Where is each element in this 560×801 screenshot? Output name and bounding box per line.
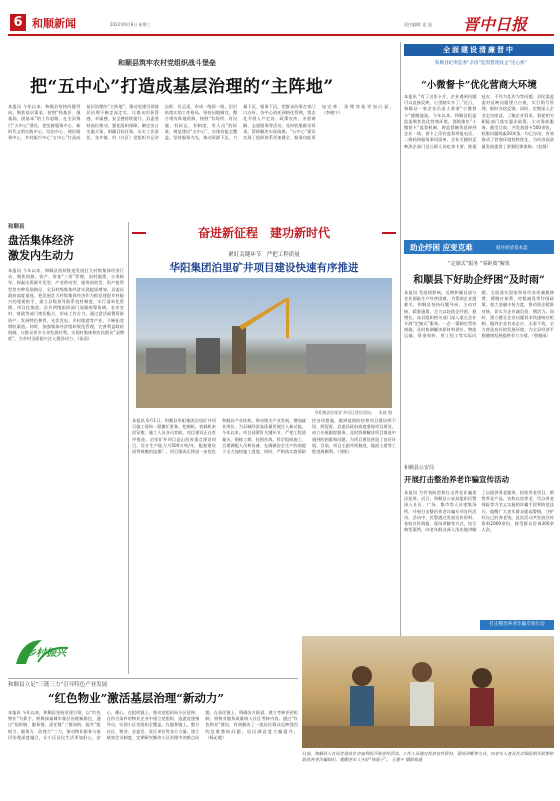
- masthead-logo: 晋中日报: [463, 15, 528, 34]
- relief-banner-sub: 稳住经济基本盘: [496, 246, 528, 251]
- left-headline: 盘活集体经济 激发内生动力: [8, 234, 74, 262]
- center-body: 本报讯 6月1日，和顺县华阳集团泊里矿井项目施工现场一派繁忙景象，挖掘机、装载机来回穿梭，施工人员各司其职，项目建设正在有序推进。泊里矿井项目是山西省重点建设项目，设计生产能力为500万吨/年，配套建设同等规模的选煤厂。项目建成后将进一步优化和顺县产业结构，带动相关产业发展，增加就业岗位，为县域经济高质量发展注入新动能。今年以来，项目部紧盯关键环节，严把工程质量关，倒排工期、挂图作战，科学组织施工，合理调配人员和设备，在确保安全生产的前提下全力加快施工进度。同时，严格落实疫情防控各项措施，做到疫情防控和项目建设两不误、两促进。县委县政府高度重视项目建设，成立专班跟踪服务，及时协调解决项目推进中遇到的困难和问题，为项目建设营造了良好环境。目前，项目主副井筒掘进、地面土建等工程进展顺利。（刘凯）: [132, 418, 396, 455]
- center-kicker: 紧盯关键环节 严把工程质量: [228, 252, 300, 258]
- right-top-story: [404, 44, 554, 240]
- rural-revitalization-logo: [8, 634, 82, 670]
- people-illustration: [302, 636, 554, 748]
- right-lower-body: 本报讯 为有效防范和打击养老诈骗违法犯罪，近日，和顺县公安局组织民警深入社区、广场、集市等人员密集场所，开展打击整治养老诈骗专项宣传活动。活动中，民警通过发放宣传资料、张贴宣传海报、现场讲解等方式，结合典型案例，向老年群众深入浅出地讲解了以提供养老服务、投资养老项目、销售养老产品、宣称以房养老、代办养老保险等为名义实施的诈骗手段和防范技巧，提醒广大老年群众提高警惕，守护好自己的养老钱。此次活动共发放宣传资料2000余份，接受群众咨询300余人次。: [404, 490, 554, 533]
- right-middle-story: [404, 240, 554, 462]
- center-story: [132, 250, 396, 674]
- relief-banner-title: 助企纾困 应变克难: [410, 243, 473, 252]
- center-photo-caption: 华阳集团泊里矿井项目建设现场。 张斌 摄: [314, 410, 392, 415]
- welfare-photo-block: [302, 636, 554, 796]
- bottom-body: 本报讯 今年以来，和顺县坚持党建引领，以“红色物业”为抓手，积极探索城市基层治理新路径，通过“组织链、服务链、责任链”三链同构，提升“组织力、服务力、治理力”三力，推动物业服务与基层治理深度融合，让小区居民生活更加舒心、安心、暖心。在组织链上，推动党组织向小区延伸，在符合条件的物业企业中建立党组织，选派党建指导员，实现小区党组织全覆盖。在服务链上，整合社区、物业、业委会、驻区单位等各方力量，建立联席会议制度，定期研究解决小区治理中的难点问题。在责任链上，明确各方职责，建立考核评价机制，将物业服务质量纳入社区考核内容。通过“红色物业”建设，有效解决了一批居民群众反映强烈的急难愁盼问题，居民满意度大幅提升。（杨沁媛）: [8, 710, 298, 740]
- left-body: 本报讯 今年以来，和顺县持续推进发展壮大村级集体经济行动，聚焦资源、资产、资金“三资”管理，因村施策、分类指导，探索出资源开发型、产业带动型、服务创收型、资产租赁型等多种发展路径，全县村级集体经济实现提质增效。县委县政府高度重视，把发展壮大村级集体经济作为抓党建促乡村振兴的重要抓手，建立县级领导联系包村制度，实行清单化管理、项目化推进。县乡两级组织部门加强统筹协调，农业农村、财政等部门密切配合，形成工作合力。通过盘活闲置资源资产、发展特色种养、光伏发电、乡村旅游等产业，不断拓宽增收渠道。同时，加强集体经济组织规范管理，完善利益联结机制，让群众更多分享发展红利，实现村集体和农民群众“双增收”，为乡村全面振兴注入强劲动力。（苗雨）: [8, 268, 124, 342]
- rural-logo-text: 乡村振兴: [26, 648, 66, 659]
- center-headline: 华阳集团泊里矿井项目建设快速有序推进: [169, 262, 359, 274]
- right-top-headline: “小微督卡”优化营商大环境: [421, 80, 537, 91]
- clean-jinzhong-banner: 全面建设清廉晋中: [404, 44, 554, 56]
- anti-fraud-banner: 打击整治养老诈骗专项行动: [480, 620, 554, 630]
- right-middle-kicker: “定制式”服务 “零距离”解忧: [448, 261, 510, 267]
- bottom-rule: [8, 678, 298, 679]
- banner-rule-right: [382, 232, 396, 234]
- col-divider-right: [400, 42, 401, 722]
- left-kicker: 和顺县: [8, 224, 25, 230]
- bottom-kicker: 和顺县立足“三链三力”引导特色产业发展: [8, 682, 108, 688]
- right-lower-headline: 开展打击整治养老诈骗宣传活动: [404, 475, 509, 484]
- left-column-story: [8, 222, 124, 674]
- mine-construction-photo: [136, 278, 392, 408]
- main-headline: 把“五中心”打造成基层治理的“主阵地”: [30, 77, 334, 97]
- section-title: 和顺新闻: [32, 17, 76, 30]
- right-top-kicker: 和顺县纪委监委“亲清”监督搭建政企“连心桥”: [434, 61, 528, 66]
- main-body: 本报讯 今年以来，和顺县坚持问题导向，聚焦基层需求，按照“抓基层、强基础、固基本”的工作思路，在全县推行“五中心”建设，把党群服务中心、新时代文明实践中心、综治中心、便民服务中心、乡村振兴中心“五中心”打造成基层治理的“主阵地”，推动党建引领基层治理不断走深走实，让群众的获得感、幸福感、安全感持续提升。县委坚持高位推动，强化组织保障，制定出台实施方案，明确目标任务，压实工作责任。各乡镇、村（社区）党组织书记亲自抓、负总责，形成一级抓一级、层层抓落实的工作格局。坚持因地制宜，整合现有阵地资源，按照“有场所、有设施、有标志、有制度、有人员”的标准，规范建设“五中心”，实现功能全覆盖。坚持服务为先，推动资源下沉、力量下沉、服务下沉，把群众的事在家门口办好。各中心依托网格化管理，常态化开展入户走访、政策宣传、矛盾调解、志愿服务等活动，及时收集群众诉求，帮助解决实际困难。“五中心”建设实现了组织体系更加健全、服务功能更加完善、治理效能更加凸显。（李晓宁）: [8, 104, 394, 141]
- section-banner: [132, 224, 396, 242]
- main-kicker: 和顺县筑牢农村党组织战斗堡垒: [118, 59, 216, 67]
- construction-site-illustration: [136, 278, 392, 408]
- right-lower-kicker: 和顺县公安局: [404, 465, 435, 471]
- relief-banner: [404, 240, 554, 254]
- main-story: [8, 56, 396, 218]
- banner-title: 奋进新征程 建功新时代: [197, 226, 330, 240]
- page-number: 6: [10, 14, 26, 31]
- header-rule: [8, 34, 554, 36]
- welfare-photo-caption: 日前，和顺县人社局走进县社会福利院开展宣传活动。工作人员通过发放宣传资料、现场讲解等方式，向老年人普及社会保险相关政策和防范养老诈骗知识，提醒老年人守好“钱袋子”。 王建平 摄影报道: [302, 751, 554, 762]
- editor-credit: 责任编辑: 范 旭: [404, 22, 432, 27]
- right-middle-headline: 和顺县下好助企纾困“及时雨”: [413, 275, 545, 286]
- bottom-story: [8, 680, 298, 800]
- right-middle-body: 本报讯 受疫情影响，近期和顺县部分企业面临生产经营困难。为帮助企业渡难关，和顺县坚持问题导向，主动对接、精准施策，全力以赴助企纾困、稳增长。该县组织相关部门深入重点企业开展“定制式”服务，一企一策制定帮扶措施，及时协调解决原材料供应、物流运输、资金周转、用工招工等实际问题。全面落实国家和省市各项减税降费、缓缴社保费、房租减免等纾困政策，加大金融支持力度，推动银企精准对接，切实为企业减负担、增活力。同时，建立健全企业问题诉求快速响应机制，做到企业有求必应、无事不扰，全力营造良好的发展环境，为全县经济平稳健康发展提供有力支撑。（曾晓丽）: [404, 290, 554, 339]
- issue-date: 2022年6月8日 星期三: [110, 22, 151, 27]
- page-header: [0, 0, 560, 40]
- bottom-headline: “红色物业”激活基层治理“新动力”: [48, 691, 224, 705]
- col-divider-left: [128, 222, 129, 674]
- right-lower-story: [404, 462, 554, 632]
- banner-rule-left: [132, 232, 146, 234]
- right-top-body: 本报讯 “有了这张卡片，企业遇到问题可以直接反映，心里踏实多了。”近日，和顺县一家企业负责人拿着“小微督卡”感慨地说。今年以来，和顺县纪委监委聚焦优化营商环境，创新推出“小微督卡”监督机制，将监督触角延伸到企业一线。督卡上印有监督举报电话、二维码和服务事项清单，企业可随时反映涉企部门及公职人员吃拿卡要、推诿扯皮、不作为乱作为等问题。县纪委监委对反映问题建立台账，实行销号管理，限时办结反馈。同时，定期深入企业走访座谈，了解企业诉求，督促相关职能部门落实惠企政策，主动靠前服务。截至目前，共发放督卡500余张，收集问题线索20余条，均已办结，有效推动了营商环境持续优化，为经济高质量发展提供了坚强纪律保障。（赵娟）: [404, 94, 554, 149]
- welfare-home-photo: [302, 636, 554, 748]
